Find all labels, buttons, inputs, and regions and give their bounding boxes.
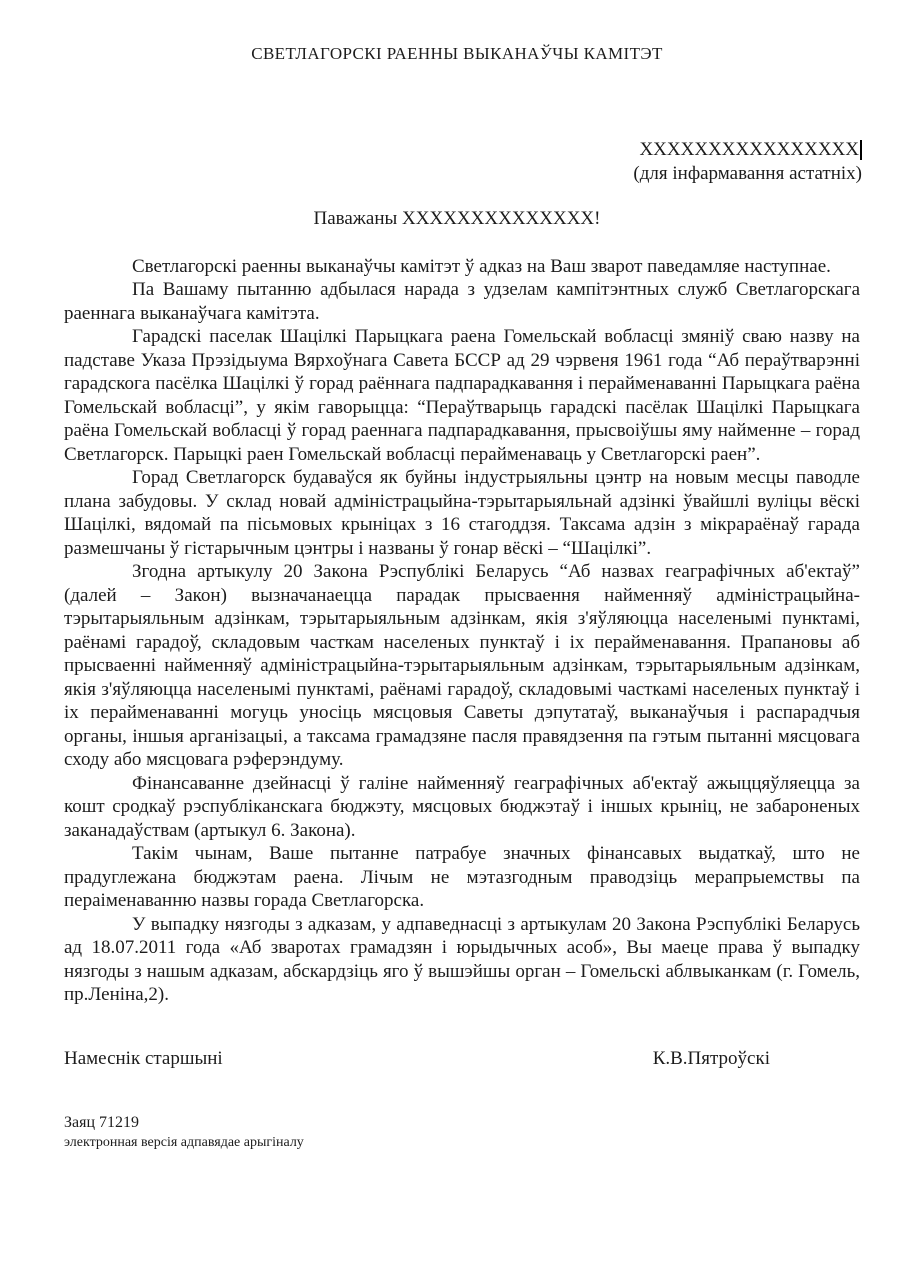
recipient-block — [0, 138, 862, 185]
footer-electronic-note: электронная версія адпавядае арыгіналу — [64, 1135, 304, 1150]
recipient-placeholder: ХХХХХХХХХХХХХХХХ — [639, 139, 859, 160]
paragraph: Светлагорскі раенны выканаўчы камітэт ў адказ на Ваш зварот паведамляе наступнае. — [132, 255, 831, 277]
paragraph: У выпадку нязгоды з адказам, у адпаведнасці з артыкулам 20 Закона Рэспублікі Беларусь ад 18.07.2011 года «Аб зваротах грамадзян і юрыдычных асоб», Вы маеце права ў выпадку нязгоды з нашым адказам, абскардзіць яго ў вышэйшы орган – Гомельскі аблвыканкам (г. Гомель, пр.Леніна,2). — [64, 913, 860, 1005]
letter-body — [64, 255, 860, 1007]
text-cursor — [860, 140, 862, 160]
document-title: СВЕТЛАГОРСКІ РАЕННЫ ВЫКАНАЎЧЫ КАМІТЭТ — [251, 44, 663, 63]
paragraph: Згодна артыкулу 20 Закона Рэспублікі Беларусь “Аб назвах геаграфічных аб'ектаў” (далей – Закон) вызначанаецца парадак прысваення найменняў адміністрацыйна-тэрытарыяльным адзінкам, тэрытарыяльным адзінкам, якія з'яўляюцца населенымі пунктамі, раёнамі гарадоў, складовым часткам населеных пунктаў і іх перайменавання. Прапановы аб прысваенні найменняў адміністрацыйна-тэрытарыяльным адзінкам, тэрытарыяльным адзінкам, якія з'яўляюцца населенымі пунктамі, раёнамі гарадоў, складовымі часткамі населеных пунктаў і іх перайменаванні могуць уносіць мясцовыя Саветы дэпутатаў, выканаўчыя і распарадчыя органы, іншыя арганізацыі, а таксама грамадзяне пасля правядзення па гэтым пытанні мясцовага сходу або мясцовага рэферэндуму. — [64, 561, 860, 770]
signature-position: Намеснік старшыні — [64, 1047, 223, 1069]
footer-reference: Заяц 71219 — [64, 1114, 140, 1131]
paragraph: Горад Светлагорск будаваўся як буйны індустрыяльны цэнтр на новым месцы паводле плана забудовы. У склад новай адміністрацыйна-тэрытарыяльнай адзінкі ўвайшлі вуліцы вёскі Шацілкі, вядомай па пісьмовых крыніцах з 16 стагоддзя. Таксама адзін з мікрараёнаў гарада размешчаны ў гістарычным цэнтры і названы ў гонар вёскі – “Шацілкі”. — [64, 467, 860, 559]
recipient-placeholder-line — [0, 138, 862, 162]
paragraph: Фінансаванне дзейнасці ў галіне найменняў геаграфічных аб'ектаў ажыццяўляецца за кошт сродкаў рэспубліканскага бюджэту, мясцовых бюджэтаў і іншых крыніц, не забароненых заканадаўствам (артыкул 6. Закона). — [64, 772, 860, 841]
paragraph: Па Вашаму пытанню адбылася нарада з удзелам кампітэнтных служб Светлагорскага раеннага выканаўчага камітэта. — [64, 279, 860, 324]
salutation: Паважаны ХХХХХХХХХХХХХХ! — [313, 208, 601, 229]
recipient-note: (для інфармавання астатніх) — [633, 162, 862, 184]
signature-name: К.В.Пятроўскі — [652, 1047, 770, 1069]
signature-row — [64, 1047, 860, 1071]
document-footer — [64, 1112, 914, 1151]
paragraph: Гарадскі паселак Шацілкі Парыцкага раена Гомельскай вобласці змяніў сваю назву на падставе Указа Прэзідыума Вярхоўнага Савета БССР ад 29 чэрвеня 1961 года “Аб пераўтварэнні гарадскога пасёлка Шацілкі ў горад раённага падпарадкавання і перайменаванні Парыцкага раёна Гомельскай вобласці”, у якім гаворыцца: “Пераўтварыць гарадскі пасёлак Шацілкі Парыцкага раёна Гомельскай вобласці ў горад раеннага падпарадкавання, прысвоіўшы яму найменне – горад Светлагорск. Парыцкі раен Гомельскай вобласці перайменаваць у Светлагорскі раен”. — [64, 326, 860, 465]
paragraph: Такім чынам, Ваше пытанне патрабуе значных фінансавых выдаткаў, што не прадуглежана бюджэтам раена. Лічым не мэтазгодным праводзіць мерапрыемствы па пераіменаванню назвы горада Светлагорска. — [64, 843, 860, 911]
